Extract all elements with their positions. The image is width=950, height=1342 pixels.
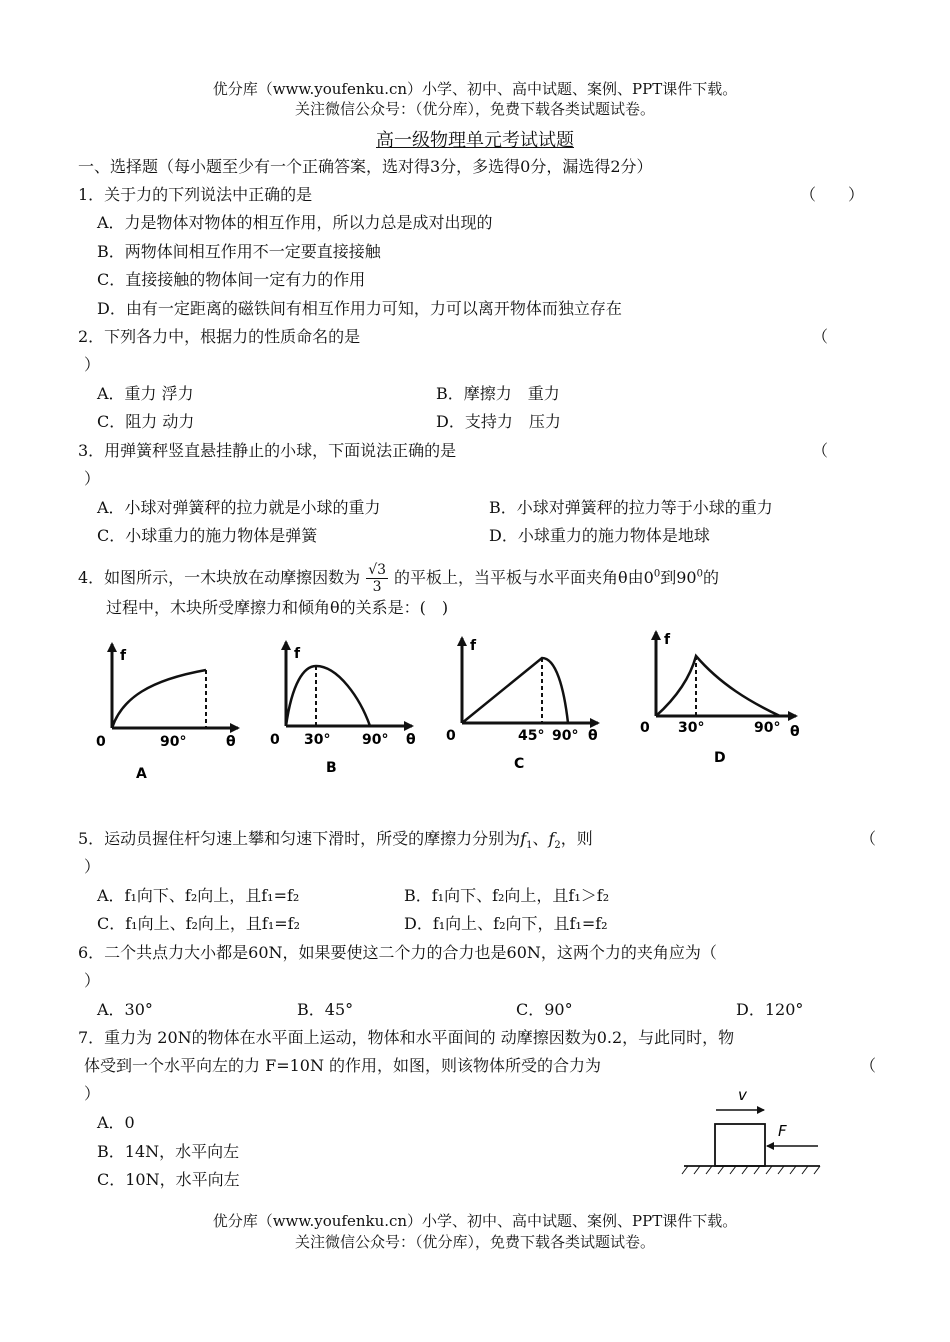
q1-option-d: D．由有一定距离的磁铁间有相互作用力可知，力可以离开物体而独立存在 xyxy=(97,299,622,318)
graph-a-curve xyxy=(112,670,206,728)
q4-sup-0: 0 xyxy=(653,568,661,580)
graph-b-f-label: f xyxy=(294,646,301,662)
q5-bracket-open: （ xyxy=(860,829,877,848)
graph-c-theta: θ xyxy=(588,728,598,744)
q4-stem xyxy=(78,562,719,595)
q2-bracket-close: ） xyxy=(84,355,101,374)
section-heading: 一、选择题（每小题至少有一个正确答案，选对得3分，多选得0分，漏选得2分） xyxy=(78,157,653,176)
q4-graphs xyxy=(90,628,820,788)
graph-a xyxy=(96,644,238,782)
q5-option-b: B．f₁向下、f₂向上，且f₁＞f₂ xyxy=(404,886,610,905)
header-line-1: 优分库（www.youfenku.cn）小学、初中、高中试题、案例、PPT课件下载。 xyxy=(212,80,738,98)
q6-option-d: D．120° xyxy=(736,1000,804,1019)
q2-option-d: D．支持力 压力 xyxy=(436,412,561,431)
q6-bracket-close: ） xyxy=(84,971,101,990)
q7-bracket-open: （ xyxy=(860,1056,877,1075)
q3-option-d: D．小球重力的施力物体是地球 xyxy=(489,526,710,545)
q5-stem-pre: 5．运动员握住杆匀速上攀和匀速下滑时，所受的摩擦力分别为 xyxy=(78,829,521,848)
q3-option-c: C．小球重力的施力物体是弹簧 xyxy=(97,526,318,545)
q7-ground-hatch xyxy=(682,1166,820,1174)
q4-stem-post-1: 的平板上，当平板与水平面夹角θ由0 xyxy=(394,568,654,587)
graph-c-curve xyxy=(462,658,568,723)
q5-option-d: D．f₁向上、f₂向下，且f₁=f₂ xyxy=(404,914,608,933)
graph-c-zero: 0 xyxy=(446,728,456,744)
q7-block xyxy=(715,1124,765,1166)
graph-c-tick-90: 90° xyxy=(552,728,579,744)
q1-option-a: A．力是物体对物体的相互作用，所以力总是成对出现的 xyxy=(97,213,493,232)
q5-option-c: C．f₁向上、f₂向上，且f₁=f₂ xyxy=(97,914,300,933)
q7-bracket-close: ） xyxy=(84,1084,101,1103)
q5-sep: 、 xyxy=(532,829,549,848)
q7-velocity-label: v xyxy=(738,1086,747,1104)
q1-option-b: B．两物体间相互作用不一定要直接接触 xyxy=(97,242,381,261)
graph-a-zero: 0 xyxy=(96,734,106,750)
q6-option-c: C．90° xyxy=(516,1000,573,1019)
q1-answer-bracket: （ ） xyxy=(800,185,865,204)
q4-fraction-numerator: √3 xyxy=(368,562,387,578)
page-title: 高一级物理单元考试试题 xyxy=(376,130,574,151)
graph-a-f-label: f xyxy=(120,648,127,664)
q1-stem: 1．关于力的下列说法中正确的是 xyxy=(78,185,313,204)
q3-option-a: A．小球对弹簧秤的拉力就是小球的重力 xyxy=(97,498,381,517)
q4-stem-post-3: 的 xyxy=(702,568,719,587)
graph-c xyxy=(446,638,598,772)
q7-stem-line-2: 体受到一个水平向左的力 F=10N 的作用，如图，则该物体所受的合力为 xyxy=(84,1056,602,1075)
q6-option-a: A．30° xyxy=(97,1000,153,1019)
q2-option-c: C．阻力 动力 xyxy=(97,412,195,431)
q6-stem: 6．二个共点力大小都是60N，如果要使这二个力的合力也是60N，这两个力的夹角应为（ xyxy=(78,943,717,962)
q7-option-c: C．10N，水平向左 xyxy=(97,1170,240,1189)
q1-option-c: C．直接接触的物体间一定有力的作用 xyxy=(97,270,366,289)
graph-b xyxy=(270,642,416,776)
footer-line-1: 优分库（www.youfenku.cn）小学、初中、高中试题、案例、PPT课件下载。 xyxy=(212,1212,738,1230)
graph-a-tick-90: 90° xyxy=(160,734,187,750)
graph-d xyxy=(640,632,800,766)
q5-bracket-close: ） xyxy=(84,857,101,876)
graph-d-curve xyxy=(656,656,780,716)
q2-option-a: A．重力 浮力 xyxy=(97,384,194,403)
q5-option-a: A．f₁向下、f₂向上，且f₁=f₂ xyxy=(97,886,300,905)
q5-f2-sub: 2 xyxy=(554,840,561,852)
q3-option-b: B．小球对弹簧秤的拉力等于小球的重力 xyxy=(489,498,773,517)
q4-stem-post-2: 到90 xyxy=(660,568,697,587)
q3-stem: 3．用弹簧秤竖直悬挂静止的小球，下面说法正确的是 xyxy=(78,441,457,460)
q2-option-b: B．摩擦力 重力 xyxy=(436,384,560,403)
q5-stem-post: ，则 xyxy=(560,829,593,848)
q7-stem-line-1: 7．重力为 20N的物体在水平面上运动，物体和水平面间的 动摩擦因数为0.2，与此同时，物 xyxy=(78,1028,735,1047)
graph-c-f-label: f xyxy=(470,638,477,654)
graph-d-theta: θ xyxy=(790,724,800,740)
graph-d-label: D xyxy=(714,750,726,766)
q4-stem-line-2: 过程中，木块所受摩擦力和倾角θ的关系是：( ) xyxy=(106,598,449,617)
q4-stem-pre: 4．如图所示，一木块放在动摩擦因数为 xyxy=(78,568,361,587)
graph-b-tick-30: 30° xyxy=(304,732,331,748)
q5-f1: f xyxy=(520,829,527,848)
q3-bracket-close: ） xyxy=(84,469,101,488)
q4-fraction xyxy=(366,562,388,595)
q7-force-label: F xyxy=(778,1122,787,1140)
graph-b-theta: θ xyxy=(406,732,416,748)
q4-fraction-denominator: 3 xyxy=(372,579,382,595)
graph-d-zero: 0 xyxy=(640,720,650,736)
graph-a-theta: θ xyxy=(226,734,236,750)
q7-option-b: B．14N，水平向左 xyxy=(97,1142,240,1161)
graph-b-label: B xyxy=(326,760,337,776)
q5-f1-sub: 1 xyxy=(526,840,533,852)
graph-c-tick-45: 45° xyxy=(518,728,545,744)
q7-option-a: A．0 xyxy=(97,1113,135,1132)
q5-stem xyxy=(78,828,593,857)
graph-b-tick-90: 90° xyxy=(362,732,389,748)
graph-a-label: A xyxy=(136,766,147,782)
graph-c-label: C xyxy=(514,756,525,772)
header-line-2: 关注微信公众号：（优分库），免费下载各类试题试卷。 xyxy=(294,100,655,118)
graph-d-f-label: f xyxy=(664,632,671,648)
graph-b-curve xyxy=(286,666,370,726)
graph-b-zero: 0 xyxy=(270,732,280,748)
q7-figure xyxy=(680,1082,830,1178)
q2-bracket-open: （ xyxy=(812,327,829,346)
q2-stem: 2．下列各力中，根据力的性质命名的是 xyxy=(78,327,361,346)
footer-line-2: 关注微信公众号：（优分库），免费下载各类试题试卷。 xyxy=(294,1233,655,1251)
graph-d-tick-90: 90° xyxy=(754,720,781,736)
q6-option-b: B．45° xyxy=(297,1000,354,1019)
graph-d-tick-30: 30° xyxy=(678,720,705,736)
q5-f2: f xyxy=(548,829,555,848)
q3-bracket-open: （ xyxy=(812,441,829,460)
q4-sup-90: 0 xyxy=(696,568,703,580)
